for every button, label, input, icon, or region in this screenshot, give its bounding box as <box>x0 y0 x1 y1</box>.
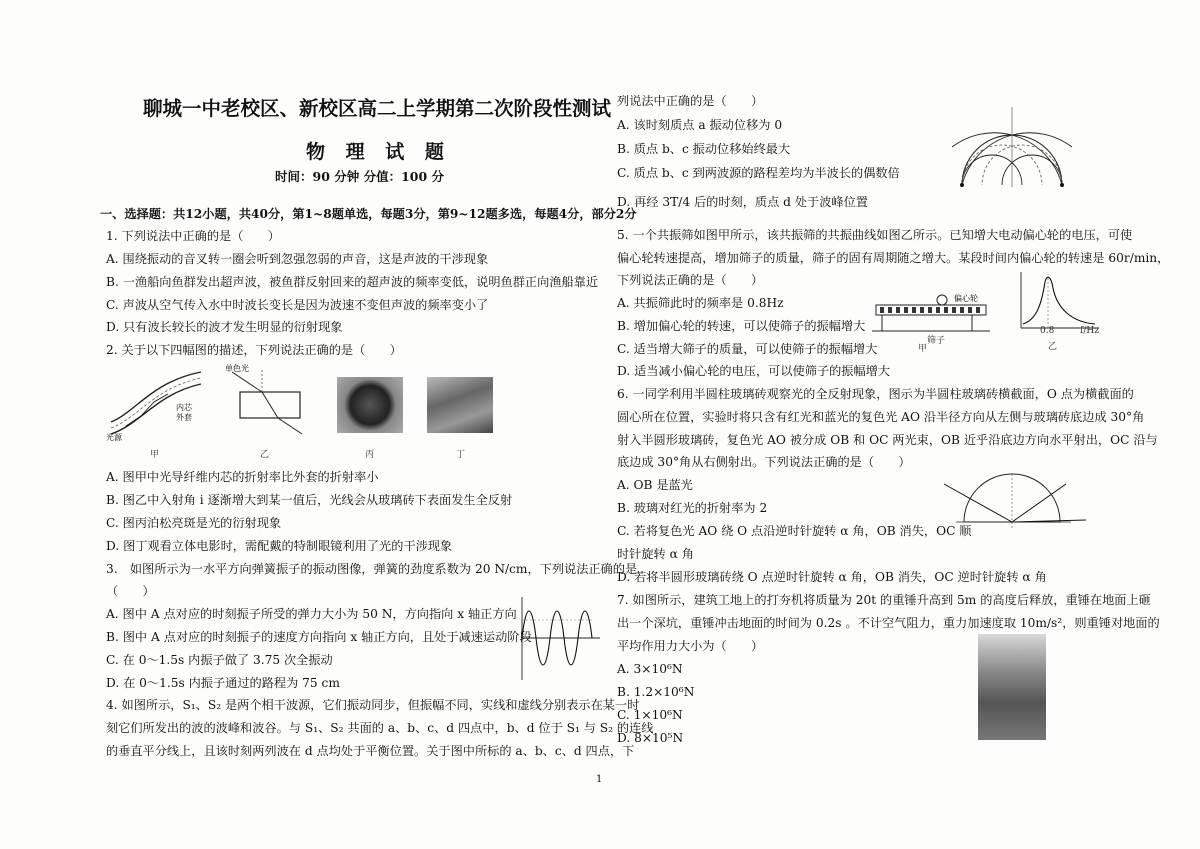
q7-option-c: C. 1×10⁶N <box>617 708 683 722</box>
q7-stem-line-3: 平均作用力大小为（ ） <box>617 639 764 653</box>
q6-stem-line-2: 圆心所在位置，实验时将只含有红光和蓝光的复色光 AO 沿半径方向从左侧与玻璃砖底边成 30°角 <box>617 410 1145 424</box>
q4-stem-continued: 列说法中正确的是（ ） <box>617 94 764 108</box>
caption-jia: 甲 <box>150 450 160 460</box>
q3-option-a: A. 图中 A 点对应的时刻振子所受的弹力大小为 50 N，方向指向 x 轴正方向 <box>106 607 517 621</box>
q1-option-c: C. 声波从空气传入水中时波长变长是因为波速不变但声波的频率变小了 <box>106 298 489 312</box>
caption-ding: 丁 <box>456 450 466 460</box>
q6-stem-line-3: 射入半圆形玻璃砖，复色光 AO 被分成 OB 和 OC 两光束，OB 近乎沿底边方向水平射出，OC 沿与 <box>617 433 1158 447</box>
q5-stem-line-3: 下列说法正确的是（ ） <box>617 273 764 287</box>
q2-option-d: D. 图丁观看立体电影时，需配戴的特制眼镜利用了光的干涉现象 <box>106 539 453 553</box>
caption-q5-yi: 乙 <box>1048 342 1058 352</box>
q5-option-a: A. 共振筛此时的频率是 0.8Hz <box>617 296 784 310</box>
q7-option-b: B. 1.2×10⁶N <box>617 685 695 699</box>
q4-option-d: D. 再经 3T/4 后的时刻，质点 d 处于波峰位置 <box>617 195 868 209</box>
q3-paren: （ ） <box>106 584 155 598</box>
q6-stem-line-4: 底边成 30°角从右侧射出。下列说法正确的是（ ） <box>617 455 911 469</box>
light-source-label: 光源 <box>106 433 122 442</box>
cladding-label: 外套 <box>176 413 192 422</box>
q2-option-b: B. 图乙中入射角 i 逐渐增大到某一值后，光线会从玻璃砖下表面发生全反射 <box>106 493 513 507</box>
q5-option-c: C. 适当增大筛子的质量，可以使筛子的振幅增大 <box>617 342 878 356</box>
q4-option-a: A. 该时刻质点 a 振动位移为 0 <box>617 118 783 132</box>
q2-option-a: A. 图甲中光导纤维内芯的折射率比外套的折射率小 <box>106 470 379 484</box>
q6-option-c: C. 若将复色光 AO 绕 O 点沿逆时针旋转 α 角，OB 消失，OC 顺 <box>617 524 972 538</box>
q1-option-b: B. 一渔船向鱼群发出超声波，被鱼群反射回来的超声波的频率变低，说明鱼群正向渔船靠近 <box>106 275 599 289</box>
q2-figure-jia <box>106 362 206 442</box>
q6-option-a: A. OB 是蓝光 <box>617 478 693 492</box>
q7-option-d: D. 8×10⁵N <box>617 731 684 745</box>
caption-bing: 丙 <box>365 450 375 460</box>
q5-sieve-figure <box>872 293 990 338</box>
q7-stem-line-1: 7. 如图所示，建筑工地上的打夯机将质量为 20t 的重锤升高到 5m 的高度后释放，重锤在地面上砸 <box>617 593 1151 607</box>
q2-option-c: C. 图丙泊松亮斑是光的衍射现象 <box>106 516 282 530</box>
resonance-axis-label: f/Hz <box>1080 326 1099 336</box>
q1-option-d: D. 只有波长较长的波才发生明显的衍射现象 <box>106 320 343 334</box>
q7-stem-line-2: 出一个深坑，重锤冲击地面的时间为 0.2s 。不计空气阻力，重力加速度取 10m/s²，则重锤对地面的 <box>617 616 1160 630</box>
q5-stem-line-1: 5. 一个共振筛如图甲所示，该共振筛的共振曲线如图乙所示。已知增大电动偏心轮的电压，可使 <box>617 228 1133 242</box>
q6-semicircle-figure <box>936 470 1092 532</box>
q2-stem: 2. 关于以下四幅图的描述，下列说法正确的是（ ） <box>106 343 402 357</box>
q4-option-c: C. 质点 b、c 到两波源的路程差均为半波长的偶数倍 <box>617 166 900 180</box>
q7-pile-driver-photo <box>978 634 1046 740</box>
q6-stem-line-1: 6. 一同学利用半圆柱玻璃砖观察光的全反射现象，图示为半圆柱玻璃砖横截面，O 点为横截面的 <box>617 387 1134 401</box>
wheel-label: 偏心轮 <box>954 294 978 303</box>
q4-stem-line-2: 刻它们所发出的波的波峰和波谷。与 S₁、S₂ 共面的 a、b、c、d 四点中，b、d 位于 S₁ 与 S₂ 的连线 <box>106 721 654 735</box>
q6-option-d: D. 若将半圆形玻璃砖绕 O 点逆时针旋转 α 角，OB 消失，OC 逆时针旋转 α 角 <box>617 570 1047 584</box>
q6-option-b: B. 玻璃对红光的折射率为 2 <box>617 501 768 515</box>
mono-light-label: 单色光 <box>225 364 249 373</box>
q3-option-c: C. 在 0～1.5s 内振子做了 3.75 次全振动 <box>106 653 333 667</box>
exam-title: 聊城一中老校区、新校区高二上学期第二次阶段性测试 <box>143 97 612 120</box>
exam-meta: 时间：90 分钟 分值：100 分 <box>275 169 445 184</box>
q3-oscillation-graph <box>512 592 602 682</box>
core-label: 内芯 <box>176 403 192 412</box>
q7-option-a: A. 3×10⁶N <box>617 662 683 676</box>
q3-option-b: B. 图中 A 点对应的时刻振子的速度方向指向 x 轴正方向，且处于减速运动阶段 <box>106 630 532 644</box>
q3-stem: 3. 如图所示为一水平方向弹簧振子的振动图像，弹簧的劲度系数为 20 N/cm，下列说法正确的是 <box>106 562 638 576</box>
section-heading: 一、选择题：共12小题，共40分，第1~8题单选，每题3分，第9~12题多选，每题4分，部分2分 <box>100 207 637 221</box>
q3-option-d: D. 在 0～1.5s 内振子通过的路程为 75 cm <box>106 676 340 690</box>
page-number: 1 <box>596 774 603 785</box>
q4-stem-line-1: 4. 如图所示，S₁、S₂ 是两个相干波源，它们振动同步，但振幅不同，实线和虚线分别表示在某一时 <box>106 698 640 712</box>
q2-photo-bing <box>337 377 403 433</box>
q4-stem-line-3: 的垂直平分线上，且该时刻两列波在 d 点均处于平衡位置。关于图中所标的 a、b、c、d 四点，下 <box>106 744 635 758</box>
q4-option-b: B. 质点 b、c 振动位移始终最大 <box>617 142 791 156</box>
sieve-label: 筛子 <box>927 336 946 346</box>
q5-option-d: D. 适当减小偏心轮的电压，可以使筛子的振幅增大 <box>617 364 891 378</box>
resonance-freq-label: 0.8 <box>1040 326 1055 336</box>
exam-subtitle: 物 理 试 题 <box>306 141 451 163</box>
caption-yi: 乙 <box>260 450 270 460</box>
q6-option-c-continued: 时针旋转 α 角 <box>617 547 694 561</box>
caption-q5-jia: 甲 <box>918 344 928 354</box>
q5-option-b: B. 增加偏心轮的转速，可以使筛子的振幅增大 <box>617 319 866 333</box>
q1-stem: 1. 下列说法中正确的是（ ） <box>106 229 280 243</box>
q2-figure-yi <box>222 362 312 442</box>
q2-photo-ding <box>427 377 493 433</box>
q5-stem-line-2: 偏心轮转速提高，增加筛子的质量，筛子的固有周期随之增大。某段时间内偏心轮的转速是 60r/min， <box>617 251 1170 265</box>
q1-option-a: A. 围绕振动的音叉转一圈会听到忽强忽弱的声音，这是声波的干涉现象 <box>106 252 489 266</box>
q4-interference-figure <box>952 107 1072 189</box>
